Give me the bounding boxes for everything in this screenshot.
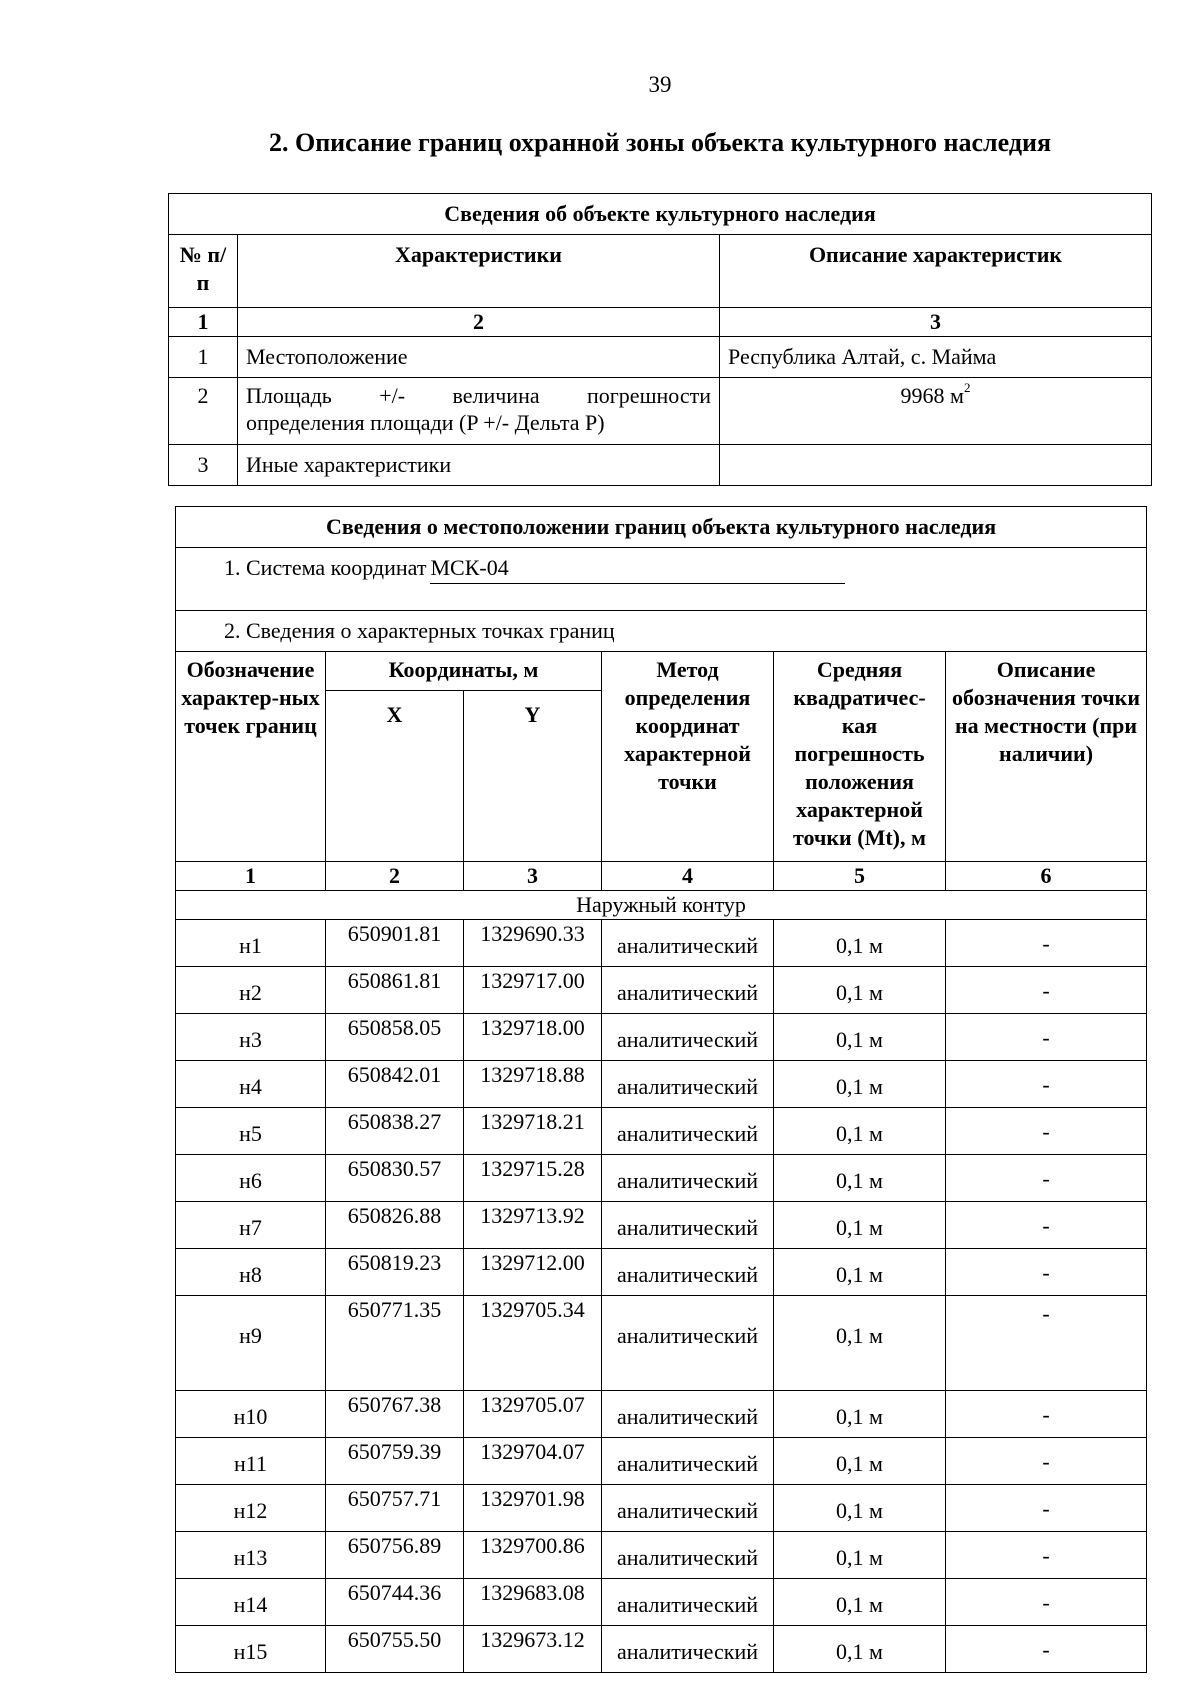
row-value <box>720 378 1152 445</box>
table-row <box>169 378 1152 445</box>
table-row <box>176 1485 1147 1532</box>
header-designation: Обозначение характер-ных точек границ <box>176 652 326 862</box>
point-method: аналитический <box>602 1391 774 1438</box>
table-row <box>176 1249 1147 1296</box>
characteristic-line-1: Площадь +/- величина погрешности <box>246 383 711 408</box>
point-error: 0,1 м <box>774 1626 946 1673</box>
point-x: 650756.89 <box>326 1532 464 1579</box>
point-name: н14 <box>176 1579 326 1626</box>
row-characteristic: Иные характеристики <box>238 445 720 486</box>
table-row <box>176 1296 1147 1391</box>
point-description: - <box>946 1108 1147 1155</box>
page-number: 39 <box>648 72 672 97</box>
table-row <box>176 1014 1147 1061</box>
point-method: аналитический <box>602 1532 774 1579</box>
point-error: 0,1 м <box>774 1391 946 1438</box>
point-description: - <box>946 1155 1147 1202</box>
point-method: аналитический <box>602 1249 774 1296</box>
index-cell: 6 <box>946 862 1147 891</box>
point-y: 1329718.21 <box>464 1108 602 1155</box>
characteristic-line-2: определения площади (P +/- Дельта P) <box>246 410 605 435</box>
header-method: Метод определения координат характерной точки <box>602 652 774 862</box>
point-name: н1 <box>176 920 326 967</box>
point-name: н5 <box>176 1108 326 1155</box>
table-row <box>176 1061 1147 1108</box>
point-error: 0,1 м <box>774 920 946 967</box>
coordinate-system-label: 1. Система координат <box>224 555 427 580</box>
point-description: - <box>946 1061 1147 1108</box>
point-y: 1329718.00 <box>464 1014 602 1061</box>
point-method: аналитический <box>602 1485 774 1532</box>
point-x: 650901.81 <box>326 920 464 967</box>
point-x: 650830.57 <box>326 1155 464 1202</box>
point-x: 650757.71 <box>326 1485 464 1532</box>
index-cell: 1 <box>176 862 326 891</box>
row-num: 3 <box>169 445 238 486</box>
point-method: аналитический <box>602 1438 774 1485</box>
point-name: н11 <box>176 1438 326 1485</box>
header-num: № п/п <box>169 235 238 308</box>
point-description: - <box>946 1579 1147 1626</box>
coordinate-system-value: МСК-04 <box>430 553 845 584</box>
point-method: аналитический <box>602 1579 774 1626</box>
point-y: 1329705.34 <box>464 1296 602 1391</box>
point-name: н12 <box>176 1485 326 1532</box>
index-cell: 2 <box>238 308 720 337</box>
point-x: 650744.36 <box>326 1579 464 1626</box>
header-description: Описание обозначения точки на местности (при наличии) <box>946 652 1147 862</box>
boundary-table-caption: Сведения о местоположении границ объекта культурного наследия <box>176 507 1147 548</box>
point-x: 650858.05 <box>326 1014 464 1061</box>
point-error: 0,1 м <box>774 1108 946 1155</box>
point-name: н7 <box>176 1202 326 1249</box>
index-cell: 2 <box>326 862 464 891</box>
point-description: - <box>946 920 1147 967</box>
point-x: 650819.23 <box>326 1249 464 1296</box>
point-y: 1329705.07 <box>464 1391 602 1438</box>
table-row <box>176 1532 1147 1579</box>
point-y: 1329715.28 <box>464 1155 602 1202</box>
point-error: 0,1 м <box>774 1485 946 1532</box>
point-x: 650861.81 <box>326 967 464 1014</box>
point-description: - <box>946 1485 1147 1532</box>
table-row <box>176 1579 1147 1626</box>
point-x: 650759.39 <box>326 1438 464 1485</box>
point-name: н13 <box>176 1532 326 1579</box>
point-y: 1329701.98 <box>464 1485 602 1532</box>
point-name: н9 <box>176 1296 326 1391</box>
point-error: 0,1 м <box>774 1296 946 1391</box>
table-row <box>169 445 1152 486</box>
index-cell: 1 <box>169 308 238 337</box>
point-description: - <box>946 1438 1147 1485</box>
point-description: - <box>946 1532 1147 1579</box>
point-y: 1329718.88 <box>464 1061 602 1108</box>
point-error: 0,1 м <box>774 1249 946 1296</box>
index-cell: 5 <box>774 862 946 891</box>
points-label: 2. Сведения о характерных точках границ <box>176 611 1147 652</box>
object-info-table <box>168 193 1152 486</box>
point-method: аналитический <box>602 967 774 1014</box>
point-error: 0,1 м <box>774 1438 946 1485</box>
point-error: 0,1 м <box>774 1579 946 1626</box>
point-description: - <box>946 967 1147 1014</box>
table-row <box>176 1626 1147 1673</box>
header-coordinates: Координаты, м <box>326 652 602 691</box>
table-row <box>176 1438 1147 1485</box>
point-description: - <box>946 1249 1147 1296</box>
area-unit-superscript: 2 <box>963 380 971 395</box>
row-num: 2 <box>169 378 238 445</box>
table-row <box>169 337 1152 378</box>
table-row <box>176 1155 1147 1202</box>
point-name: н6 <box>176 1155 326 1202</box>
area-value: 9968 м <box>900 383 964 408</box>
header-error: Средняя квадратичес-кая погрешность положения характерной точки (Mt), м <box>774 652 946 862</box>
index-cell: 3 <box>720 308 1152 337</box>
point-description: - <box>946 1014 1147 1061</box>
point-error: 0,1 м <box>774 967 946 1014</box>
point-name: н15 <box>176 1626 326 1673</box>
index-cell: 4 <box>602 862 774 891</box>
boundary-table <box>175 506 1147 1673</box>
point-method: аналитический <box>602 1061 774 1108</box>
point-x: 650826.88 <box>326 1202 464 1249</box>
row-value: Республика Алтай, с. Майма <box>720 337 1152 378</box>
table-row <box>176 1202 1147 1249</box>
point-x: 650767.38 <box>326 1391 464 1438</box>
point-method: аналитический <box>602 920 774 967</box>
point-method: аналитический <box>602 1108 774 1155</box>
point-name: н8 <box>176 1249 326 1296</box>
point-method: аналитический <box>602 1202 774 1249</box>
contour-label: Наружный контур <box>176 891 1147 920</box>
point-method: аналитический <box>602 1626 774 1673</box>
row-characteristic: Местоположение <box>238 337 720 378</box>
table-row <box>176 1108 1147 1155</box>
row-value <box>720 445 1152 486</box>
point-y: 1329683.08 <box>464 1579 602 1626</box>
section-title: 2. Описание границ охранной зоны объекта культурного наследия <box>268 128 1052 157</box>
point-error: 0,1 м <box>774 1014 946 1061</box>
index-cell: 3 <box>464 862 602 891</box>
point-description: - <box>946 1391 1147 1438</box>
point-description: - <box>946 1626 1147 1673</box>
row-characteristic <box>238 378 720 445</box>
point-error: 0,1 м <box>774 1532 946 1579</box>
point-description: - <box>946 1202 1147 1249</box>
header-characteristics: Характеристики <box>238 235 720 308</box>
point-y: 1329673.12 <box>464 1626 602 1673</box>
point-y: 1329717.00 <box>464 967 602 1014</box>
coordinate-system <box>176 548 1147 611</box>
point-description: - <box>946 1296 1147 1391</box>
point-method: аналитический <box>602 1155 774 1202</box>
object-table-caption: Сведения об объекте культурного наследия <box>169 194 1152 235</box>
table-row <box>176 920 1147 967</box>
point-y: 1329690.33 <box>464 920 602 967</box>
point-error: 0,1 м <box>774 1155 946 1202</box>
point-x: 650838.27 <box>326 1108 464 1155</box>
point-name: н4 <box>176 1061 326 1108</box>
point-x: 650755.50 <box>326 1626 464 1673</box>
point-x: 650842.01 <box>326 1061 464 1108</box>
point-name: н3 <box>176 1014 326 1061</box>
point-y: 1329713.92 <box>464 1202 602 1249</box>
point-method: аналитический <box>602 1296 774 1391</box>
point-x: 650771.35 <box>326 1296 464 1391</box>
point-y: 1329700.86 <box>464 1532 602 1579</box>
point-method: аналитический <box>602 1014 774 1061</box>
table-row <box>176 1391 1147 1438</box>
header-y: Y <box>464 691 602 862</box>
point-name: н2 <box>176 967 326 1014</box>
header-x: X <box>326 691 464 862</box>
row-num: 1 <box>169 337 238 378</box>
header-description: Описание характеристик <box>720 235 1152 308</box>
table-row <box>176 967 1147 1014</box>
point-name: н10 <box>176 1391 326 1438</box>
point-error: 0,1 м <box>774 1061 946 1108</box>
point-y: 1329704.07 <box>464 1438 602 1485</box>
point-error: 0,1 м <box>774 1202 946 1249</box>
point-y: 1329712.00 <box>464 1249 602 1296</box>
